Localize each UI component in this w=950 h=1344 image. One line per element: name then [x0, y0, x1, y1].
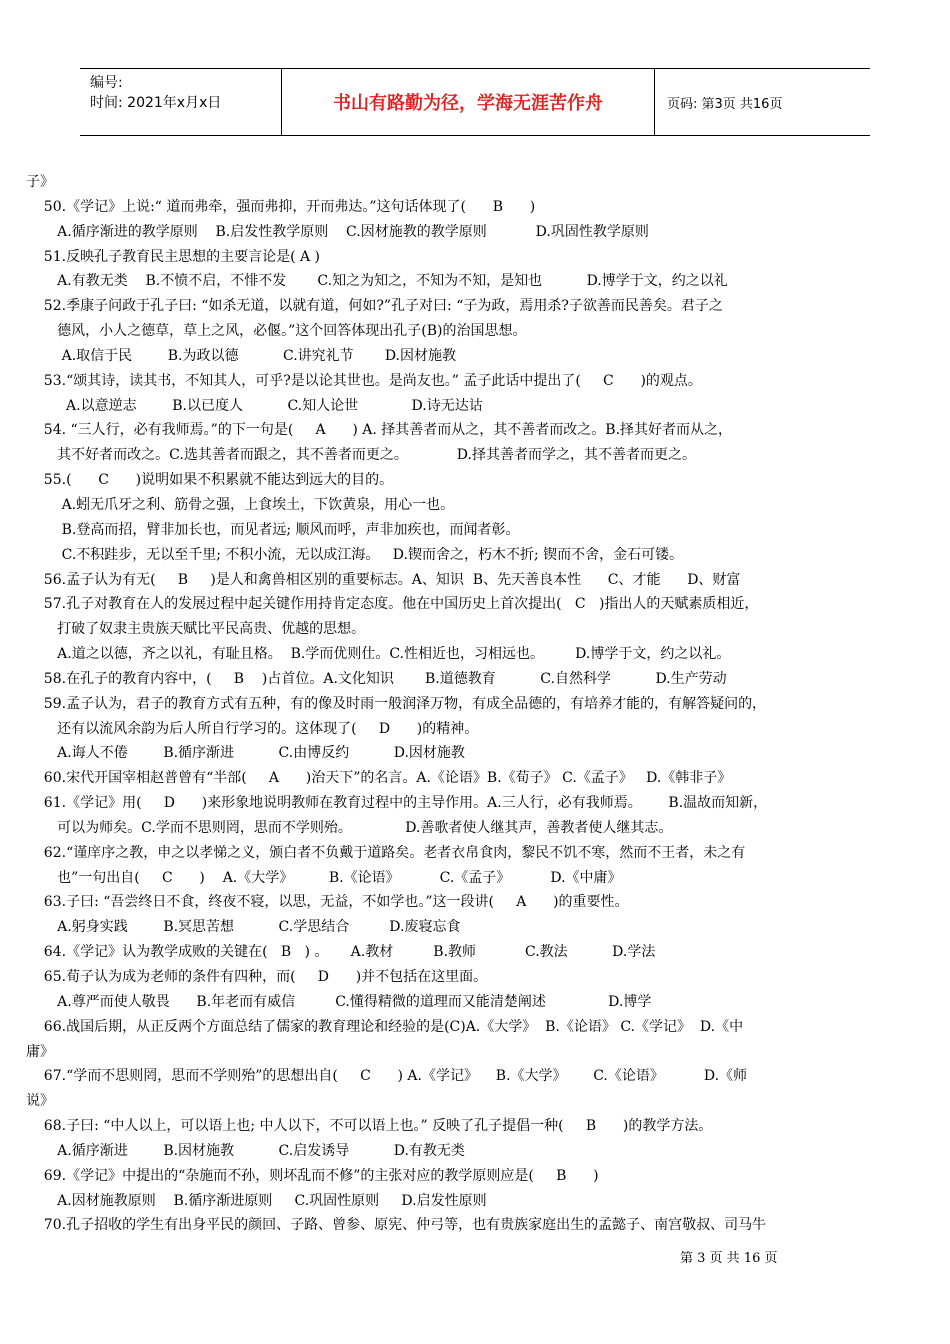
- text-line: 52.季康子问政于孔子曰: “如杀无道，以就有道，何如?”孔子对曰: “子为政，焉用杀?子欲善而民善矣。君子之: [26, 298, 723, 315]
- text-line: 59.孟子认为，君子的教育方式有五种，有的像及时雨一般润泽万物，有成全品德的，有培养才能的，有解答疑问的，: [26, 695, 767, 712]
- text-line: 51.反映孔子教育民主思想的主要言论是( A ): [26, 248, 320, 265]
- text-line: A.尊严而使人敬畏 B.年老而有威信 C.懂得精微的道理而又能清楚阐述 D.博学: [26, 993, 652, 1010]
- text-line: A.有教无类 B.不愤不启，不悱不发 C.知之为知之，不知为不知，是知也 D.博学于文，约之以礼: [26, 273, 728, 290]
- header-number: 编号:: [90, 75, 123, 91]
- text-line: A.躬身实践 B.冥思苦想 C.学思结合 D.废寝忘食: [26, 919, 461, 936]
- text-line: B.登高而招，臂非加长也，而见者远; 顺风而呼，声非加疾也，而闻者彰。: [26, 521, 520, 538]
- text-line: 也”一句出自( C ) A.《大学》 B.《论语》 C.《孟子》 D.《中庸》: [26, 869, 622, 886]
- text-line: 庸》: [26, 1043, 54, 1060]
- page-footer: 第 3 页 共 16 页: [680, 1251, 778, 1266]
- text-line: 64.《学记》认为教学成败的关键在( B ) 。 A.教材 B.教师 C.教法 D.学法: [26, 944, 656, 961]
- text-line: 56.孟子认为有无( B )是人和禽兽相区别的重要标志。A、知识 B、先天善良本性 C、才能 D、财富: [26, 571, 741, 588]
- text-line: 61.《学记》用( D )来形象地说明教师在教育过程中的主导作用。A.三人行，必有我师焉。 B.温故而知新，: [26, 795, 768, 812]
- text-line: A.因材施教原则 B.循序渐进原则 C.巩固性原则 D.启发性原则: [26, 1192, 487, 1209]
- text-line: C.不积跬步，无以至千里; 不积小流，无以成江海。 D.锲而舍之，朽木不折; 锲而不舍，金石可镂。: [26, 546, 684, 563]
- text-line: A.诲人不倦 B.循序渐进 C.由博反约 D.因材施教: [26, 745, 465, 762]
- page-header: [80, 68, 870, 136]
- text-line: 58.在孔子的教育内容中，( B )占首位。A.文化知识 B.道德教育 C.自然科学 D.生产劳动: [26, 670, 727, 687]
- text-line: 53.“颂其诗，读其书，不知其人，可乎?是以论其世也。是尚友也。” 孟子此话中提出了( C )的观点。: [26, 372, 702, 389]
- text-line: 打破了奴隶主贵族天赋比平民高贵、优越的思想。: [26, 621, 366, 638]
- document-body: [26, 170, 926, 1238]
- text-line: 可以为师矣。C.学而不思则罔，思而不学则殆。 D.善歌者使人继其声，善教者使人继其志。: [26, 819, 673, 836]
- text-line: 子》: [26, 174, 54, 190]
- text-line: A.以意逆志 B.以已度人 C.知人论世 D.诗无达诂: [26, 397, 483, 414]
- text-line: A.蚓无爪牙之利、筋骨之强，上食埃土，下饮黄泉，用心一也。: [26, 496, 455, 513]
- text-line: 还有以流风余韵为后人所自行学习的。这体现了( D )的精神。: [26, 720, 479, 737]
- text-line: 德风，小人之德草，草上之风，必偃。”这个回答体现出孔子(B)的治国思想。: [26, 323, 527, 340]
- header-left-cell: [80, 69, 282, 135]
- text-line: 50.《学记》上说:“ 道而弗牵，强而弗抑，开而弗达。”这句话体现了( B ): [26, 198, 536, 215]
- text-line: A.循序渐进的教学原则 B.启发性教学原则 C.因材施教的教学原则 D.巩固性教学原则: [26, 223, 649, 240]
- text-line: 57.孔子对教育在人的发展过程中起关键作用持肯定态度。他在中国历史上首次提出( C )指出人的天赋素质相近，: [26, 596, 759, 613]
- text-line: 60.宋代开国宰相赵普曾有“半部( A )治天下”的名言。A.《论语》B.《荀子》 C.《孟子》 D.《韩非子》: [26, 770, 732, 787]
- text-line: A.道之以德，齐之以礼，有耻且格。 B.学而优则仕。C.性相近也，习相远也。 D.博学于文，约之以礼。: [26, 646, 731, 663]
- text-line: A.取信于民 B.为政以德 C.讲究礼节 D.因材施教: [26, 347, 456, 364]
- text-line: 67.“学而不思则罔，思而不学则殆”的思想出自( C ) A.《学记》 B.《大学》 C.《论语》 D.《师: [26, 1068, 748, 1085]
- text-line: 说》: [26, 1093, 54, 1110]
- text-line: 62.“谨庠序之教，申之以孝悌之义，颁白者不负戴于道路矣。老者衣帛食肉，黎民不饥不寒，然而不王者，未之有: [26, 844, 746, 861]
- text-line: A.循序渐进 B.因材施教 C.启发诱导 D.有教无类: [26, 1142, 465, 1159]
- text-line: 66.战国后期，从正反两个方面总结了儒家的教育理论和经验的是(C)A.《大学》 B.《论语》 C.《学记》 D.《中: [26, 1018, 744, 1035]
- text-line: 54. “三人行，必有我师焉。”的下一句是( A ) A. 择其善者而从之，其不善者而改之。B.择其好者而从之，: [26, 422, 733, 439]
- text-line: 55.( C )说明如果不积累就不能达到远大的目的。: [26, 472, 394, 489]
- text-line: 69.《学记》中提出的“杂施而不孙，则坏乱而不修”的主张对应的教学原则应是( B ): [26, 1167, 599, 1184]
- text-line: 68.子曰: “中人以上，可以语上也; 中人以下，不可以语上也。” 反映了孔子提倡一种( B )的教学方法。: [26, 1118, 713, 1135]
- header-motto: 书山有路勤为径，学海无涯苦作舟: [282, 69, 655, 135]
- header-page: 页码: 第3页 共16页: [667, 96, 783, 112]
- text-line: 其不好者而改之。C.选其善者而跟之，其不善者而更之。 D.择其善者而学之，其不善者而更之。: [26, 447, 696, 464]
- header-time: 时间: 2021年x月x日: [90, 95, 222, 111]
- text-line: 70.孔子招收的学生有出身平民的颜回、子路、曾参、原宪、仲弓等，也有贵族家庭出生的孟懿子、南宫敬叔、司马牛: [26, 1217, 767, 1234]
- text-line: 63.子曰: “吾尝终日不食，终夜不寝，以思，无益，不如学也。”这一段讲( A )的重要性。: [26, 894, 629, 911]
- text-line: 65.荀子认为成为老师的条件有四种，而( D )并不包括在这里面。: [26, 969, 488, 985]
